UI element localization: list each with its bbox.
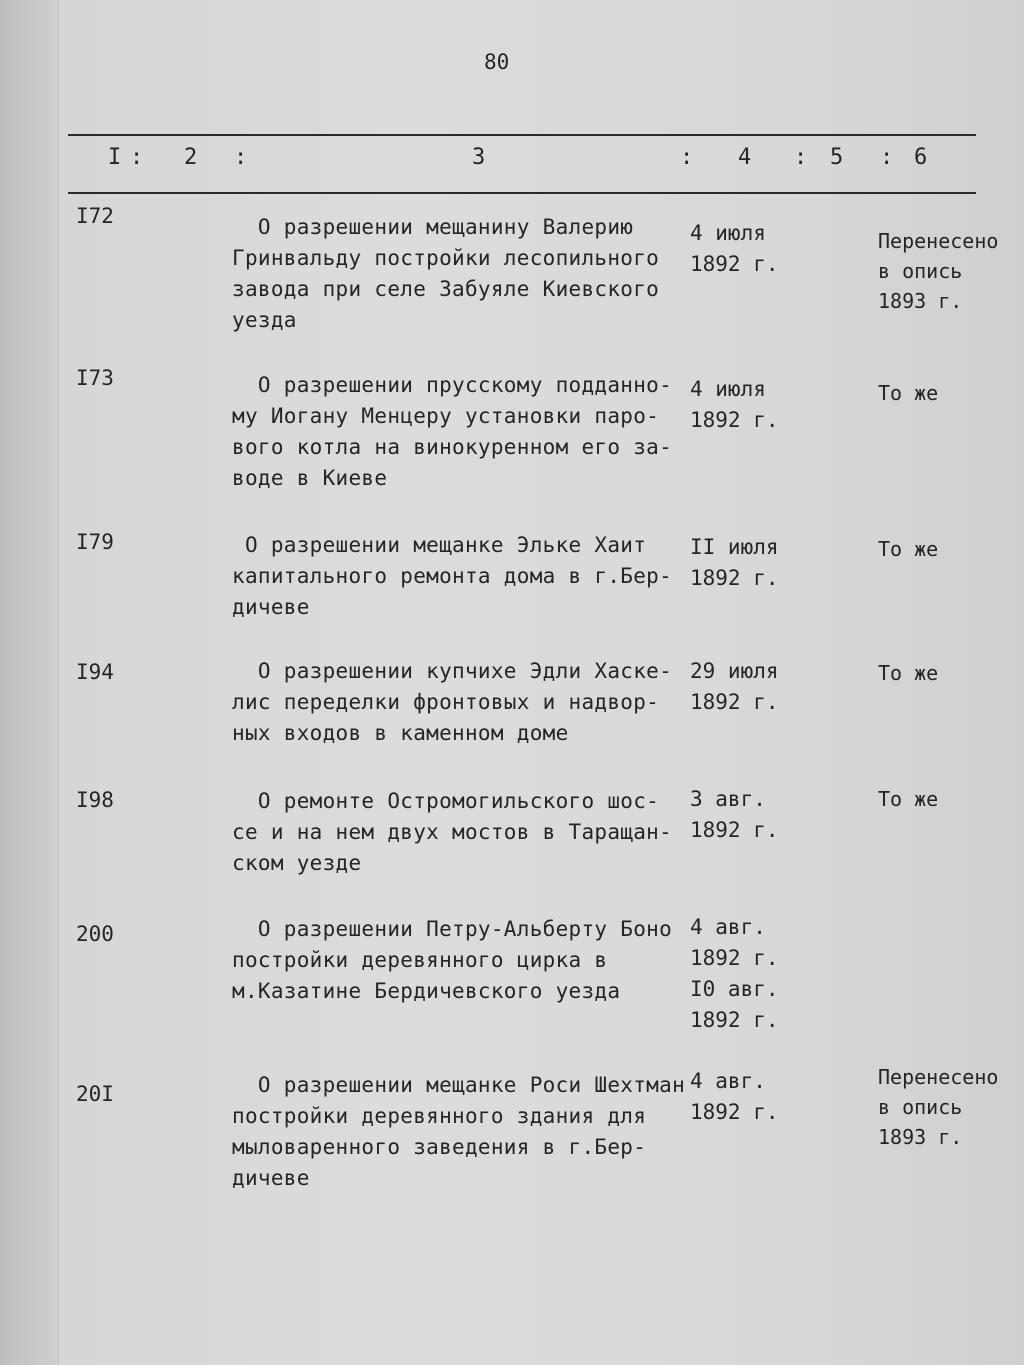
row-number: I94	[76, 660, 114, 684]
row-number: I98	[76, 788, 114, 812]
table-header-rule	[68, 192, 976, 194]
table-top-rule	[68, 134, 976, 136]
row-number: 200	[76, 922, 114, 946]
column-header-6: 6	[914, 145, 928, 170]
row-date: 4 июля 1892 г.	[690, 377, 779, 432]
column-separator: :	[794, 145, 808, 170]
row-date: 3 авг. 1892 г.	[690, 787, 779, 842]
row-note: То же	[878, 537, 939, 561]
column-header-5: 5	[830, 145, 844, 170]
row-note: Перенесено в опись 1893 г.	[878, 1065, 999, 1149]
row-description: О разрешении мещанке Эльке Хаит капитального ремонта дома в г.Бер- дичеве	[232, 533, 673, 619]
row-description: О разрешении мещанке Роси Шехтман постройки деревянного здания для мыловаренного заведения в г.Бер- дичеве	[232, 1073, 686, 1190]
column-header-3: 3	[472, 145, 486, 170]
row-note: Перенесено в опись 1893 г.	[878, 229, 999, 313]
row-description: О ремонте Остромогильского шос- се и на нем двух мостов в Таращан- ском уезде	[232, 789, 673, 875]
row-note: То же	[878, 661, 939, 685]
column-separator: :	[130, 145, 144, 170]
row-number: I72	[76, 204, 114, 228]
column-separator: :	[234, 145, 248, 170]
row-number: I79	[76, 530, 114, 554]
row-date: 29 июля 1892 г.	[690, 659, 779, 714]
row-number: I73	[76, 366, 114, 390]
column-separator: :	[680, 145, 694, 170]
column-header-1: I	[108, 145, 122, 170]
row-description: О разрешении прусскому подданно- му Иогану Менцеру установки паро- вого котла на винокуренном его за- воде в Киеве	[232, 373, 673, 490]
row-description: О разрешении купчихе Эдли Хаске- лис переделки фронтовых и надвор- ных входов в каменном доме	[232, 659, 673, 745]
row-description: О разрешении мещанину Валерию Гринвальду постройки лесопильного завода при селе Забуяле Киевского уезда	[232, 215, 660, 332]
row-note: То же	[878, 381, 939, 405]
row-note: То же	[878, 787, 939, 811]
row-date: II июля 1892 г.	[690, 535, 779, 590]
column-header-4: 4	[738, 145, 752, 170]
page-edge	[0, 0, 59, 1365]
page-number: 80	[484, 50, 510, 74]
row-date: 4 июля 1892 г.	[690, 221, 779, 276]
column-separator: :	[880, 145, 894, 170]
row-date: 4 авг. 1892 г. I0 авг. 1892 г.	[690, 915, 779, 1032]
row-number: 20I	[76, 1082, 114, 1106]
row-description: О разрешении Петру-Альберту Боно постройки деревянного цирка в м.Казатине Бердичевского уезда	[232, 917, 673, 1003]
row-date: 4 авг. 1892 г.	[690, 1069, 779, 1124]
column-header-2: 2	[184, 145, 198, 170]
